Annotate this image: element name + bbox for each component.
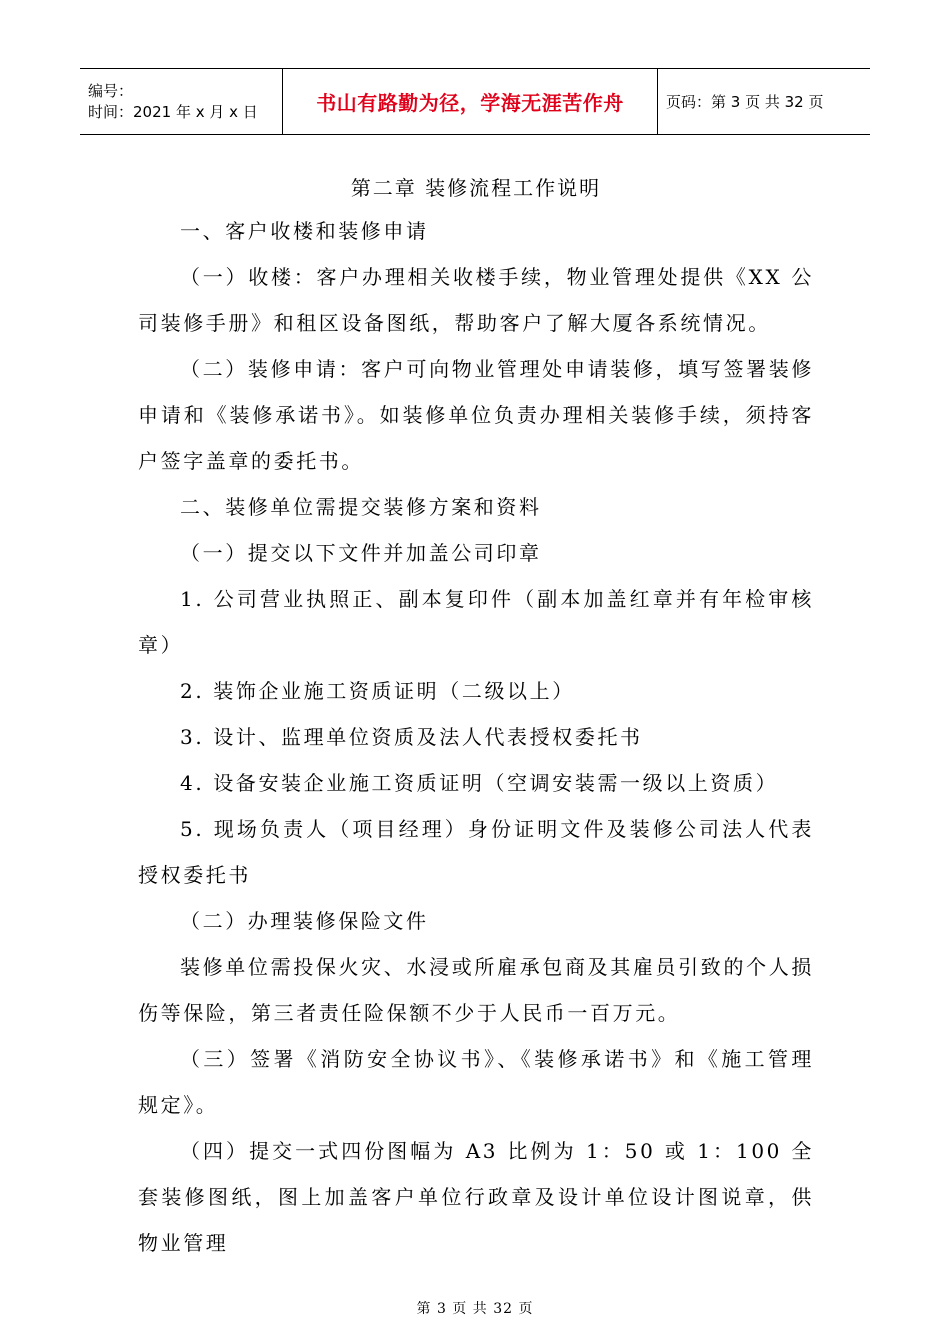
paragraph: （一）收楼：客户办理相关收楼手续，物业管理处提供《XX 公司装修手册》和租区设备图纸，帮助客户了解大厦各系统情况。	[138, 265, 814, 335]
list-item: 5. 现场负责人（项目经理）身份证明文件及装修公司法人代表授权委托书	[138, 817, 814, 887]
page-footer: 第 3 页 共 32 页	[416, 1301, 534, 1317]
time-label: 时间：2021 年 x 月 x 日	[88, 102, 258, 121]
subsection-heading: （二）办理装修保险文件	[180, 909, 429, 933]
list-item: 2. 装饰企业施工资质证明（二级以上）	[180, 679, 575, 703]
section-heading: 二、装修单位需提交装修方案和资料	[180, 495, 542, 519]
paragraph: （三）签署《消防安全协议书》、《装修承诺书》和《施工管理规定》。	[138, 1047, 814, 1117]
page-header	[80, 68, 870, 135]
section-heading: 一、客户收楼和装修申请	[180, 219, 429, 243]
header-page-label: 页码：第 3 页 共 32 页	[666, 93, 824, 111]
paragraph: 装修单位需投保火灾、水浸或所雇承包商及其雇员引致的个人损伤等保险，第三者责任险保额不少于人民币一百万元。	[138, 955, 814, 1025]
paragraph: （四）提交一式四份图幅为 A3 比例为 1：50 或 1：100 全套装修图纸，图上加盖客户单位行政章及设计单位设计图说章，供物业管理	[138, 1139, 814, 1255]
subsection-heading: （一）提交以下文件并加盖公司印章	[180, 541, 542, 565]
list-item: 3. 设计、监理单位资质及法人代表授权委托书	[180, 725, 643, 749]
header-motto: 书山有路勤为径，学海无涯苦作舟	[283, 69, 658, 134]
paragraph: （二）装修申请：客户可向物业管理处申请装修，填写签署装修申请和《装修承诺书》。如装修单位负责办理相关装修手续，须持客户签字盖章的委托书。	[138, 357, 814, 473]
number-label: 编号：	[88, 81, 134, 100]
list-item: 4. 设备安装企业施工资质证明（空调安装需一级以上资质）	[180, 771, 779, 795]
document-body	[138, 168, 814, 1266]
chapter-title: 第二章 装修流程工作说明	[350, 176, 602, 200]
header-meta	[80, 69, 283, 134]
list-item: 1. 公司营业执照正、副本复印件（副本加盖红章并有年检审核章）	[138, 587, 814, 657]
